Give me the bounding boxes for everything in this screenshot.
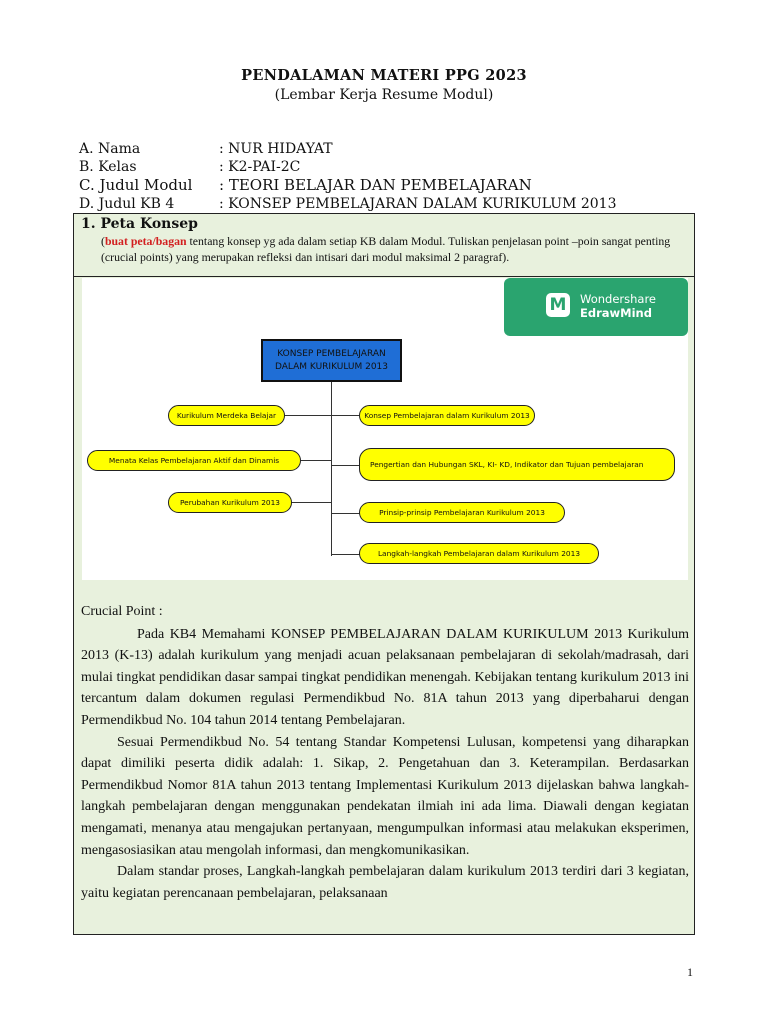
connector-trunk [331, 382, 332, 556]
info-label: B. Kelas [79, 159, 137, 175]
info-row-judul-kb [79, 196, 616, 212]
info-value: : K2-PAI-2C [219, 159, 301, 175]
info-value: : KONSEP PEMBELAJARAN DALAM KURIKULUM 2013 [219, 196, 617, 212]
instruction-highlight: buat peta/bagan [104, 234, 187, 248]
topic-prinsip-pembelajaran: Prinsip-prinsip Pembelajaran Kurikulum 2013 [359, 502, 565, 523]
section-divider [74, 276, 694, 277]
topic-menata-kelas: Menata Kelas Pembelajaran Aktif dan Dinamis [87, 450, 301, 471]
peta-konsep-box [73, 213, 695, 935]
connector-left-2 [301, 460, 331, 461]
info-label: C. Judul Modul [79, 176, 193, 194]
info-row-kelas [79, 159, 300, 175]
document-title: PENDALAMAN MATERI PPG 2023 [241, 67, 527, 84]
crucial-paragraph-1: Pada KB4 Memahami KONSEP PEMBELAJARAN DALAM KURIKULUM 2013 Kurikulum 2013 (K-13) adalah kurikulum yang menjadi acuan pelaksanaan pembelajaran di sekolah/madrasah, dari mulai tingkat pendidikan dasar sampai tingkat pendidikan menengah. Kebijakan tentang kurikulum 2013 ini tercantum dalam dokumen regulasi Permendikbud No. 81A tahun 2013 yang diperbaharui dengan Permendikbud No. 104 tahun 2014 tentang Pembelajaran. [81, 626, 689, 728]
connector-right-2 [331, 465, 361, 466]
crucial-paragraph-3: Dalam standar proses, Langkah-langkah pembelajaran dalam kurikulum 2013 terdiri dari 3 kegiatan, yaitu kegiatan perencanaan pembelajaran, pelaksanaan [81, 864, 689, 901]
edrawmind-logo-icon: M [546, 293, 570, 317]
info-row-nama [79, 141, 333, 157]
topic-kurikulum-merdeka: Kurikulum Merdeka Belajar [168, 405, 285, 426]
crucial-point-label: Crucial Point : [81, 604, 163, 619]
info-value: : NUR HIDAYAT [219, 141, 333, 157]
topic-perubahan-kurikulum: Perubahan Kurikulum 2013 [168, 492, 292, 513]
topic-langkah-pembelajaran: Langkah-langkah Pembelajaran dalam Kurikulum 2013 [359, 543, 599, 564]
connector-right-1 [331, 415, 361, 416]
instruction-open: ( [101, 234, 105, 248]
topic-pengertian-skl: Pengertian dan Hubungan SKL, KI- KD, Indikator dan Tujuan pembelajaran [359, 448, 675, 481]
info-value: : TEORI BELAJAR DAN PEMBELAJARAN [219, 176, 532, 194]
topic-konsep-pembelajaran: Konsep Pembelajaran dalam Kurikulum 2013 [359, 405, 535, 426]
watermark-product: EdrawMind [580, 306, 652, 320]
page-number: 1 [687, 965, 693, 979]
edrawmind-watermark [504, 278, 688, 336]
section-heading: 1. Peta Konsep [81, 216, 198, 232]
connector-left-3 [291, 502, 331, 503]
info-label: D. Judul KB 4 [79, 196, 175, 212]
info-label: A. Nama [79, 141, 141, 157]
crucial-point-content [81, 601, 689, 904]
instruction-text [101, 234, 681, 265]
central-topic: KONSEP PEMBELAJARAN DALAM KURIKULUM 2013 [261, 339, 402, 382]
mind-map [82, 278, 688, 580]
connector-right-3 [331, 513, 361, 514]
crucial-paragraph-2: Sesuai Permendikbud No. 54 tentang Standar Kompetensi Lulusan, kompetensi yang diharapkan dapat dimiliki peserta didik adalah: 1. Sikap, 2. Pengetahuan dan 3. Keterampilan. Berdasarkan Permendikbud Nomor 81A tahun 2013 tentang Implementasi Kurikulum 2013 dijelaskan bahwa langkah-langkah pembelajaran dengan menggunakan pendekatan ilmiah ini ada lima. Diawali dengan kegiatan mengamati, menanya atau mengajukan pertanyaan, mengumpulkan informasi atau melakukan eksperimen, mengasosiasikan atau mengolah informasi, dan mengkomunikasikan. [81, 734, 689, 858]
document-subtitle: (Lembar Kerja Resume Modul) [274, 87, 494, 103]
watermark-brand: Wondershare [580, 292, 657, 306]
instruction-rest: tentang konsep yg ada dalam setiap KB dalam Modul. Tuliskan penjelasan point –poin sangat penting (crucial points) yang merupakan refleksi dan intisari dari modul maksimal 2 paragraf). [101, 234, 671, 264]
info-row-judul-modul [79, 176, 532, 194]
connector-right-4 [331, 554, 361, 555]
